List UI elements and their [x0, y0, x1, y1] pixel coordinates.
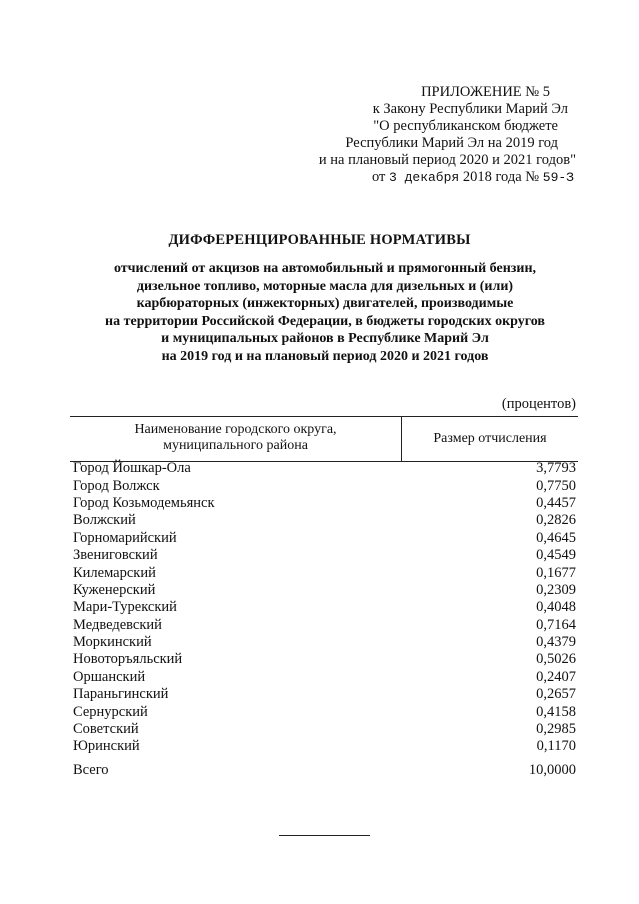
- date-value: 3 декабря: [388, 170, 460, 185]
- row-name: Моркинский: [73, 634, 152, 651]
- column-header-size: Размер отчисления: [433, 431, 547, 446]
- row-name: Горномарийский: [73, 529, 177, 546]
- row-value: 3,7793: [536, 460, 576, 477]
- subtitle-line: и муниципальных районов в Республике Марий Эл: [161, 331, 489, 347]
- table-row: [73, 530, 578, 547]
- subtitle-line: дизельное топливо, моторные масла для дизельных и (или): [136, 278, 514, 294]
- total-row: [73, 762, 578, 779]
- row-name: Город Волжск: [73, 477, 160, 494]
- appendix-period-line: и на плановый период 2020 и 2021 годов": [318, 152, 576, 168]
- table-row: [73, 686, 578, 703]
- table-row: [73, 617, 578, 634]
- appendix-date-line: [270, 169, 574, 186]
- row-value: 0,7750: [536, 477, 576, 494]
- row-value: 0,7164: [536, 616, 576, 633]
- row-name: Параньгинский: [73, 686, 169, 703]
- row-name: Город Йошкар-Ола: [73, 460, 191, 477]
- row-value: 0,1170: [536, 738, 576, 755]
- row-value: 0,4158: [536, 703, 576, 720]
- row-name: Новоторъяльский: [73, 651, 183, 668]
- appendix-law-line: к Закону Республики Марий Эл: [372, 101, 568, 117]
- row-value: 0,5026: [536, 651, 576, 668]
- table-row: [73, 738, 578, 755]
- end-divider: [279, 835, 370, 836]
- document-title: ДИФФЕРЕНЦИРОВАННЫЕ НОРМАТИВЫ: [168, 232, 471, 248]
- column-header-name: [70, 417, 402, 461]
- appendix-title: ПРИЛОЖЕНИЕ № 5: [421, 84, 550, 100]
- row-name: Оршанский: [73, 668, 146, 685]
- units-label: (процентов): [501, 396, 576, 412]
- column-header-name-line1: Наименование городского округа,: [134, 422, 337, 437]
- row-value: 0,2657: [536, 686, 576, 703]
- row-value: 0,2309: [536, 581, 576, 598]
- table-row: [73, 477, 578, 494]
- total-label: Всего: [73, 762, 109, 778]
- table-row: [73, 582, 578, 599]
- appendix-header: [270, 84, 580, 186]
- document-subtitle: [60, 260, 590, 366]
- appendix-republic-line: Республики Марий Эл на 2019 год: [345, 135, 558, 151]
- subtitle-line: отчислений от акцизов на автомобильный и прямогонный бензин,: [113, 261, 537, 276]
- row-value: 0,2985: [536, 721, 576, 738]
- column-header-name-line2: муниципального района: [163, 438, 308, 453]
- law-number: 59-З: [542, 170, 574, 185]
- row-value: 0,4048: [536, 599, 576, 616]
- row-value: 0,1677: [536, 564, 576, 581]
- row-value: 0,2826: [536, 512, 576, 529]
- row-name: Советский: [73, 721, 139, 738]
- table-row: [73, 599, 578, 616]
- subtitle-line: на 2019 год и на плановый период 2020 и 2021 годов: [161, 348, 489, 364]
- subtitle-line: карбюраторных (инжекторных) двигателей, производимые: [136, 296, 514, 312]
- appendix-budget-line: "О республиканском бюджете: [373, 118, 558, 134]
- table-row: [73, 669, 578, 686]
- subtitle-line: на территории Российской Федерации, в бюджеты городских округов: [105, 313, 545, 329]
- row-value: 0,4549: [536, 547, 576, 564]
- row-name: Килемарский: [73, 564, 156, 581]
- row-value: 0,4645: [536, 529, 576, 546]
- table-row: [73, 651, 578, 668]
- table-row: [73, 460, 578, 477]
- table-row: [73, 634, 578, 651]
- row-value: 0,2407: [536, 668, 576, 685]
- row-value: 0,4379: [536, 634, 576, 651]
- row-name: Звениговский: [73, 547, 158, 564]
- total-value: 10,0000: [528, 762, 576, 778]
- row-name: Волжский: [73, 512, 136, 529]
- row-value: 0,4457: [536, 494, 576, 511]
- table-header: [70, 416, 578, 462]
- row-name: Мари-Турекский: [73, 599, 177, 616]
- row-name: Куженерский: [73, 581, 156, 598]
- table-row: [73, 495, 578, 512]
- table-body: [73, 460, 578, 756]
- table-row: [73, 721, 578, 738]
- table-row: [73, 512, 578, 529]
- table-row: [73, 564, 578, 581]
- date-prefix: от: [371, 169, 389, 185]
- row-name: Город Козьмодемьянск: [73, 494, 215, 511]
- table-row: [73, 547, 578, 564]
- table-row: [73, 703, 578, 720]
- row-name: Медведевский: [73, 616, 162, 633]
- date-suffix: 2018 года №: [459, 169, 543, 185]
- row-name: Юринский: [73, 738, 140, 755]
- row-name: Сернурский: [73, 703, 148, 720]
